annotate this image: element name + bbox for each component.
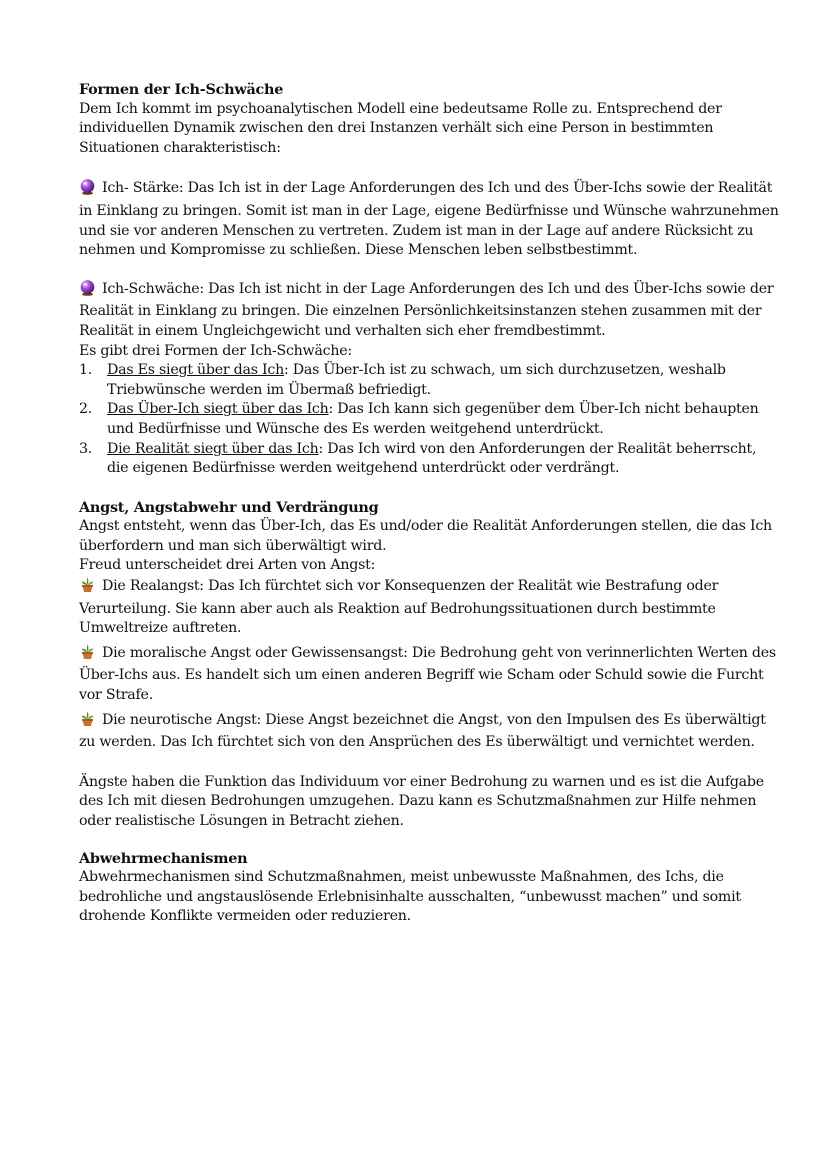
list-number: 1.	[79, 362, 93, 379]
form-text: : Das Ich wird von den Anforderungen der Realität beherrscht, die eigenen Bedürfnisse werden weitgehend unterdrückt oder verdrängt.	[107, 440, 757, 477]
heading-abwehrmechanismen: Abwehrmechanismen	[79, 849, 248, 867]
text-ich-staerke: Ich- Stärke: Das Ich ist in der Lage Anforderungen des Ich und des Über-Ichs sowie der Realität in Einklang zu bringen. Somit ist man in der Lage, eigene Bedürfnisse und Wünsche wahrzunehmen und sie vor anderen Menschen zu vertreten. Zudem ist man in der Lage auf andere Rücksicht zu nehmen und Kompromisse zu schließen. Diese Menschen leben selbstbestimmt.	[79, 180, 779, 259]
paragraph-moralische-angst	[79, 643, 779, 706]
crystal-ball-icon	[79, 178, 96, 202]
list-item	[79, 361, 779, 400]
form-text: : Das Über-Ich ist zu schwach, um sich durchzusetzen, weshalb Triebwünsche werden im Übermaß befriedigt.	[107, 362, 726, 398]
form-title: Das Es siegt über das Ich	[107, 362, 284, 379]
paragraph-realangst	[79, 576, 779, 639]
paragraph-forms-intro: Es gibt drei Formen der Ich-Schwäche:	[79, 342, 352, 359]
form-title: Die Realität siegt über das Ich	[107, 440, 319, 457]
list-item	[79, 440, 779, 479]
paragraph-conclusion: Ängste haben die Funktion das Individuum vor einer Bedrohung zu warnen und es ist die Aufgabe des Ich mit diesen Bedrohungen umzugehen. Dazu kann es Schutzmaßnahmen zur Hilfe nehmen oder realistische Lösungen in Betracht ziehen.	[79, 773, 764, 829]
potted-plant-icon	[79, 710, 96, 734]
paragraph-types-intro: Freud unterscheidet drei Arten von Angst:	[79, 557, 376, 574]
paragraph-ich-staerke	[79, 178, 779, 260]
paragraph-angst-intro: Angst entsteht, wenn das Über-Ich, das Es und/oder die Realität Anforderungen stellen, die das Ich überfordern und man sich überwältigt wird.	[79, 518, 772, 554]
crystal-ball-icon	[79, 279, 96, 303]
potted-plant-icon	[79, 576, 96, 600]
potted-plant-icon	[79, 643, 96, 667]
text-moralische-angst: Die moralische Angst oder Gewissensangst: Die Bedrohung geht von verinnerlichten Werten des Über-Ichs aus. Es handelt sich um einen anderen Begriff wie Scham oder Schuld sowie die Furcht vor Strafe.	[79, 644, 776, 704]
text-neurotische-angst: Die neurotische Angst: Diese Angst bezeichnet die Angst, von den Impulsen des Es überwältigt zu werden. Das Ich fürchtet sich von den Ansprüchen des Es überwältigt und vernichtet werden.	[79, 711, 766, 751]
text-realangst: Die Realangst: Das Ich fürchtet sich vor Konsequenzen der Realität wie Bestrafung oder Verurteilung. Sie kann aber auch als Reaktion auf Bedrohungssituationen durch bestimmte Umweltreize auftreten.	[79, 578, 719, 637]
document-content	[79, 80, 779, 927]
heading-ich-schwaeche: Formen der Ich-Schwäche	[79, 81, 284, 98]
heading-angst: Angst, Angstabwehr und Verdrängung	[79, 498, 379, 516]
form-title: Das Über-Ich siegt über das Ich	[107, 401, 329, 418]
list-item	[79, 400, 779, 439]
list-number: 3.	[79, 440, 93, 457]
text-ich-schwaeche: Ich-Schwäche: Das Ich ist nicht in der Lage Anforderungen des Ich und des Über-Ichs sowie der Realität in Einklang zu bringen. Die einzelnen Persönlichkeitsinstanzen stehen zusammen mit der Realität in einem Ungleichgewicht und verhalten sich eher fremdbestimmt.	[79, 280, 774, 339]
paragraph-intro: Dem Ich kommt im psychoanalytischen Modell eine bedeutsame Rolle zu. Entsprechend der individuellen Dynamik zwischen den drei Instanzen verhält sich eine Person in bestimmten Situationen charakteristisch:	[79, 100, 722, 156]
list-forms	[79, 361, 779, 479]
paragraph-abwehrmechanismen: Abwehrmechanismen sind Schutzmaßnahmen, meist unbewusste Maßnahmen, des Ichs, die bedrohliche und angstauslösende Erlebnisinhalte ausschalten, “unbewusst machen” und somit drohende Konflikte vermeiden oder reduzieren.	[79, 869, 741, 925]
paragraph-neurotische-angst	[79, 710, 779, 753]
form-text: : Das Ich kann sich gegenüber dem Über-Ich nicht behaupten und Bedürfnisse und Wünsche des Es werden weitgehend unterdrückt.	[107, 401, 759, 437]
list-number: 2.	[79, 401, 93, 418]
paragraph-ich-schwaeche	[79, 279, 779, 342]
